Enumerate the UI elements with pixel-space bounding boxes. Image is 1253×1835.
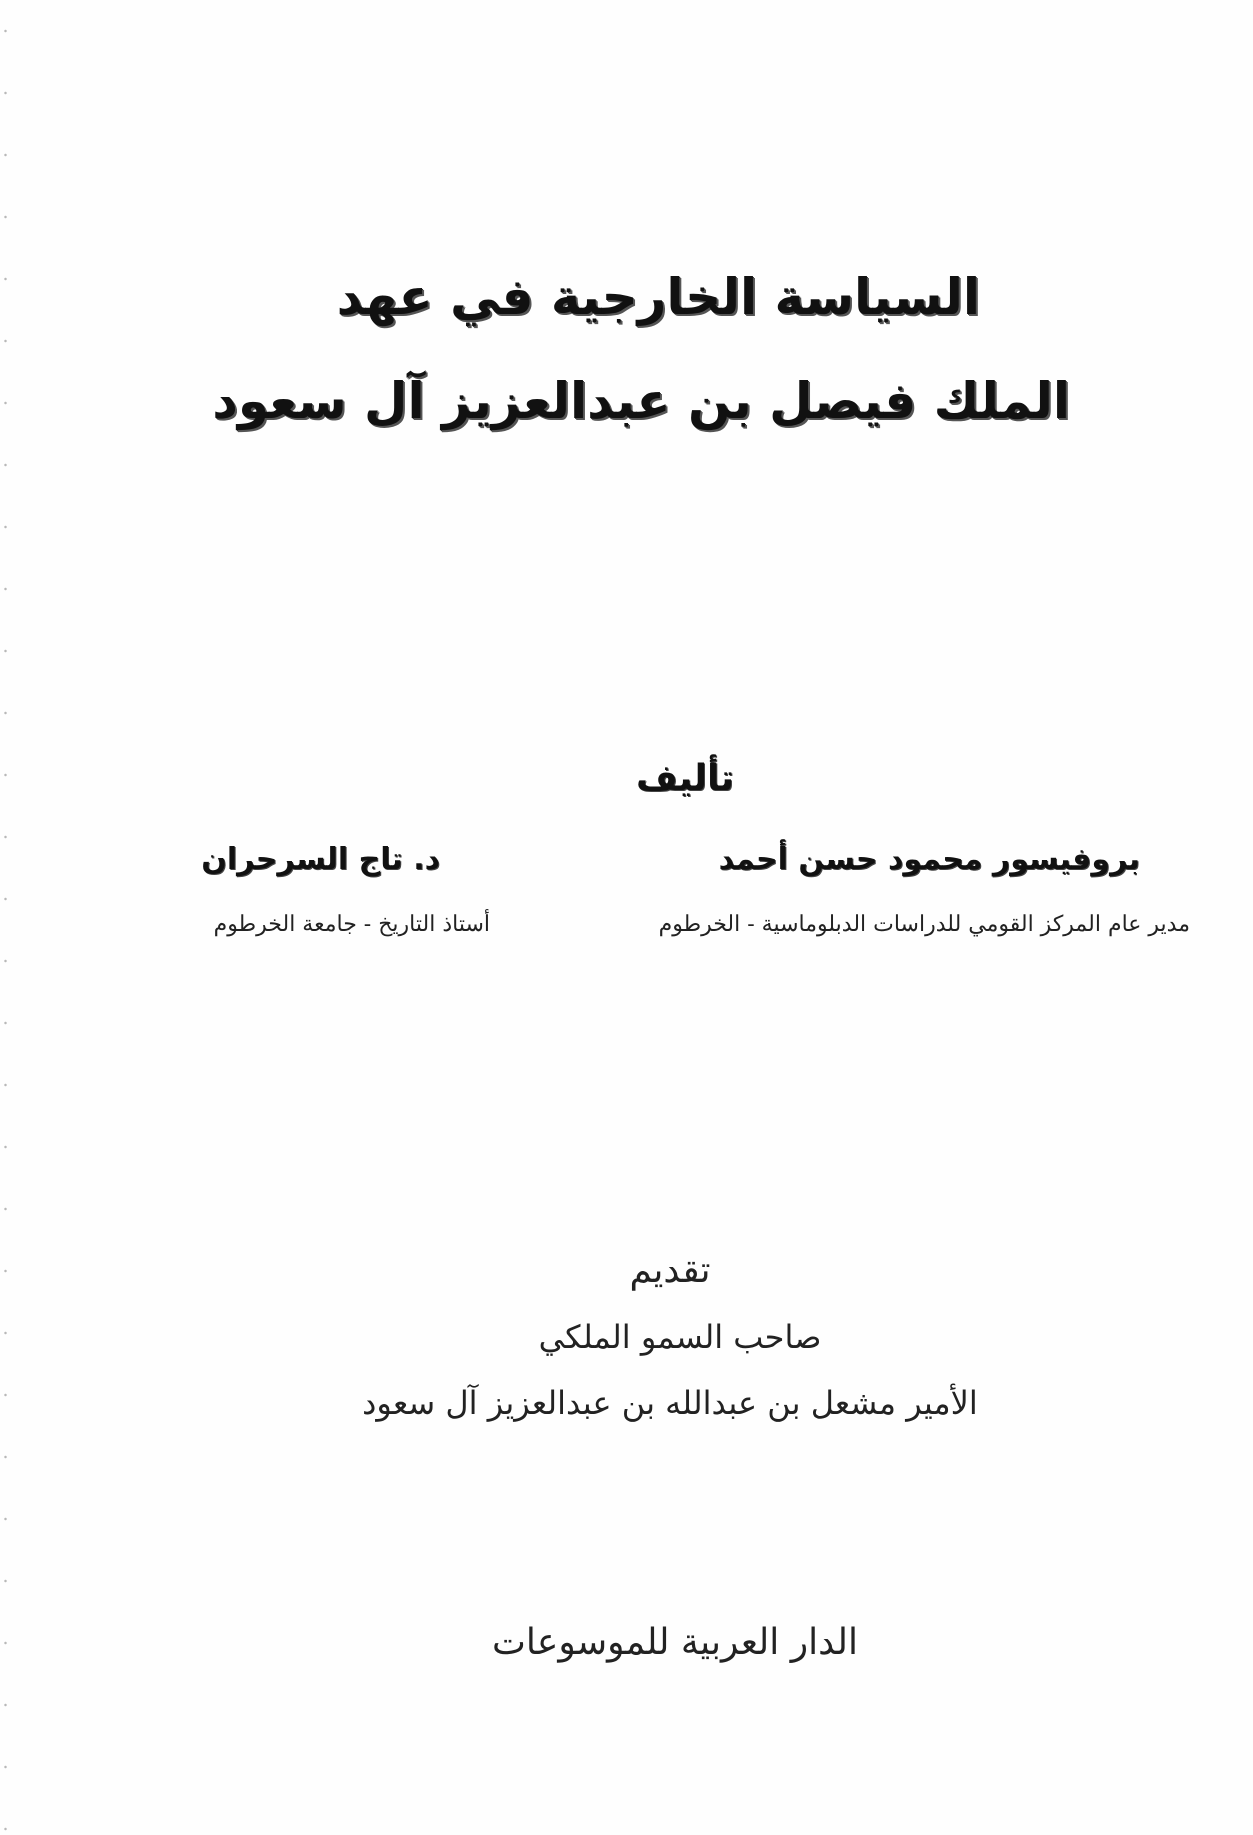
binding-holes bbox=[4, 0, 7, 1835]
author-1-role: مدير عام المركز القومي للدراسات الدبلوماسية - الخرطوم bbox=[658, 912, 1190, 937]
book-title-line-1: السياسة الخارجية في عهد bbox=[336, 268, 980, 326]
authorship-label: تأليف bbox=[635, 758, 735, 799]
author-2-role: أستاذ التاريخ - جامعة الخرطوم bbox=[213, 912, 490, 937]
introduction-honorific: صاحب السمو الملكي bbox=[538, 1318, 822, 1356]
author-2-name: د. تاج السرحران bbox=[201, 842, 440, 877]
publisher-name: الدار العربية للموسوعات bbox=[492, 1622, 858, 1663]
introduction-name: الأمير مشعل بن عبدالله بن عبدالعزيز آل سعود bbox=[362, 1384, 978, 1422]
book-title-line-2: الملك فيصل بن عبدالعزيز آل سعود bbox=[212, 372, 1070, 430]
author-1-name: بروفيسور محمود حسن أحمد bbox=[718, 842, 1140, 877]
introduction-label: تقديم bbox=[629, 1250, 711, 1291]
